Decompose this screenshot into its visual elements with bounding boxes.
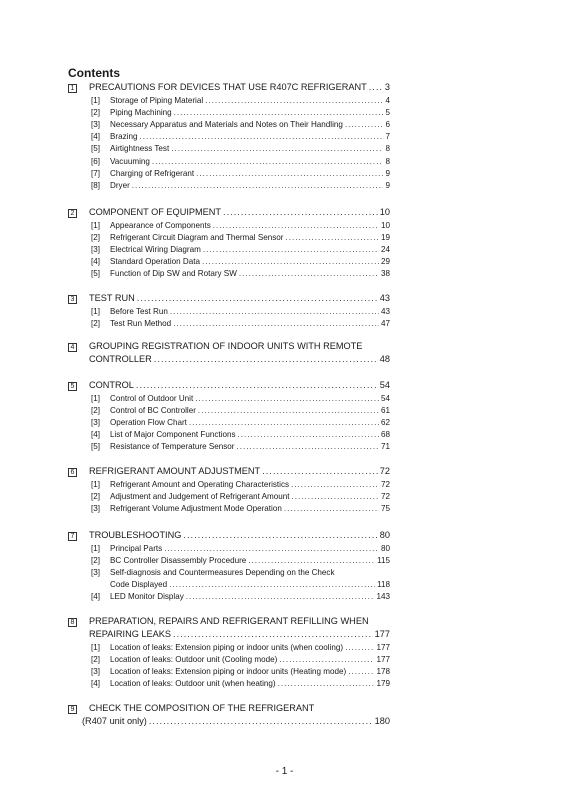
subsection-page: 54 bbox=[380, 394, 390, 403]
section-heading-line[interactable] bbox=[68, 616, 390, 627]
subsection-number: [1] bbox=[91, 96, 100, 105]
subsection-number: [1] bbox=[91, 307, 100, 316]
dot-leader bbox=[132, 181, 384, 190]
subsection-page: 178 bbox=[376, 667, 390, 677]
subsection-item[interactable] bbox=[91, 406, 390, 415]
section-heading-continued[interactable] bbox=[82, 716, 390, 726]
dot-leader bbox=[171, 144, 383, 153]
subsection-page: 62 bbox=[380, 418, 390, 428]
subsection-item[interactable] bbox=[91, 418, 390, 427]
section-heading-continued[interactable] bbox=[89, 629, 390, 639]
subsection-item[interactable] bbox=[91, 319, 390, 328]
subsection-title: Refrigerant Volume Adjustment Mode Operation bbox=[110, 504, 282, 514]
subsection-item[interactable] bbox=[91, 245, 390, 254]
subsection-title: Adjustment and Judgement of Refrigerant Amount bbox=[110, 492, 290, 502]
page-number: - 1 - bbox=[275, 766, 294, 777]
subsection-page: 118 bbox=[377, 580, 390, 590]
dot-leader bbox=[198, 406, 379, 415]
section-page: 80 bbox=[379, 530, 390, 540]
subsection-title: Charging of Refrigerant bbox=[110, 168, 195, 178]
subsection-page: 61 bbox=[380, 406, 390, 416]
section-page: 72 bbox=[379, 466, 390, 476]
subsection-number: [5] bbox=[91, 442, 100, 452]
subsection-item[interactable] bbox=[91, 556, 390, 565]
subsection-title: Principal Parts bbox=[110, 544, 163, 553]
subsection-title: Location of leaks: Outdoor unit (Cooling mode) bbox=[110, 655, 278, 665]
subsection-item[interactable] bbox=[91, 132, 390, 141]
subsection-item-line[interactable] bbox=[91, 568, 390, 577]
subsection-number: [2] bbox=[91, 556, 100, 566]
section-title: GROUPING REGISTRATION OF INDOOR UNITS WITH REMOTE bbox=[89, 341, 363, 351]
subsection-page: 68 bbox=[380, 430, 390, 440]
section-title: PREPARATION, REPAIRS AND REFRIGERANT REFILLING WHEN bbox=[89, 616, 369, 626]
section-page: 48 bbox=[379, 354, 390, 364]
section-heading[interactable] bbox=[68, 380, 390, 391]
dot-leader bbox=[292, 492, 379, 501]
subsection-item[interactable] bbox=[91, 667, 390, 676]
subsection-page: 115 bbox=[377, 556, 390, 566]
section-heading-line[interactable] bbox=[68, 703, 390, 714]
subsection-page: 72 bbox=[380, 492, 390, 502]
section-number-box: 8 bbox=[68, 618, 77, 627]
subsection-title: Dryer bbox=[110, 180, 130, 190]
subsection-number: [1] bbox=[91, 544, 100, 553]
subsection-page: 9 bbox=[385, 180, 390, 190]
dot-leader bbox=[279, 655, 374, 664]
subsection-page: 6 bbox=[385, 120, 390, 130]
subsection-title: Storage of Piping Material bbox=[110, 96, 204, 105]
dot-leader bbox=[152, 157, 384, 166]
dot-leader bbox=[223, 207, 378, 217]
subsection-item[interactable] bbox=[91, 269, 390, 278]
dot-leader bbox=[345, 120, 384, 129]
section-number-box: 6 bbox=[68, 468, 77, 477]
subsection-number: [5] bbox=[91, 144, 100, 154]
dot-leader bbox=[238, 430, 379, 439]
subsection-page: 177 bbox=[376, 643, 390, 652]
section-heading-line[interactable] bbox=[68, 341, 390, 352]
subsection-title: Operation Flow Chart bbox=[110, 418, 187, 428]
subsection-number: [3] bbox=[91, 120, 100, 130]
section-page: 3 bbox=[384, 82, 390, 92]
dot-leader bbox=[139, 132, 383, 141]
subsection-number: [3] bbox=[91, 418, 100, 428]
subsection-item[interactable] bbox=[91, 120, 390, 129]
subsection-page: 43 bbox=[380, 307, 390, 316]
subsection-page: 75 bbox=[380, 504, 390, 514]
section-heading[interactable] bbox=[68, 207, 390, 218]
subsection-item[interactable] bbox=[91, 257, 390, 266]
dot-leader bbox=[136, 380, 378, 390]
section-title: TROUBLESHOOTING bbox=[89, 530, 182, 540]
subsection-title: Location of leaks: Extension piping or indoor units (when cooling) bbox=[110, 643, 344, 652]
dot-leader bbox=[348, 667, 374, 676]
subsection-number: [2] bbox=[91, 655, 100, 665]
section-number-box: 2 bbox=[68, 209, 77, 218]
section-title-continued: CONTROLLER bbox=[89, 354, 152, 364]
subsection-number: [3] bbox=[91, 504, 100, 514]
subsection-page: 8 bbox=[385, 156, 390, 166]
section-page: 54 bbox=[379, 380, 390, 390]
section-title: COMPONENT OF EQUIPMENT bbox=[89, 207, 222, 217]
dot-leader bbox=[195, 394, 379, 403]
section-heading[interactable] bbox=[68, 530, 390, 541]
subsection-title: Self-diagnosis and Countermeasures Depending on the Check bbox=[110, 568, 335, 578]
subsection-number: [3] bbox=[91, 568, 100, 578]
subsection-page: 24 bbox=[380, 245, 390, 255]
subsection-item[interactable] bbox=[91, 96, 390, 105]
dot-leader bbox=[205, 96, 383, 105]
subsection-item[interactable] bbox=[91, 394, 390, 403]
section-title: REFRIGERANT AMOUNT ADJUSTMENT bbox=[89, 466, 261, 476]
subsection-item[interactable] bbox=[91, 181, 390, 190]
dot-leader bbox=[154, 354, 378, 364]
subsection-title: Location of leaks: Outdoor unit (when heating) bbox=[110, 679, 276, 689]
dot-leader bbox=[164, 544, 379, 553]
section-page: 180 bbox=[374, 716, 390, 726]
section-heading[interactable] bbox=[68, 293, 390, 304]
subsection-page: 80 bbox=[380, 544, 390, 553]
subsection-item[interactable] bbox=[91, 492, 390, 501]
subsection-title: Piping Machining bbox=[110, 108, 172, 118]
subsection-number: [3] bbox=[91, 667, 100, 677]
subsection-item[interactable] bbox=[91, 157, 390, 166]
subsection-title: Refrigerant Circuit Diagram and Thermal Sensor bbox=[110, 233, 284, 243]
subsection-title: Control of Outdoor Unit bbox=[110, 394, 194, 403]
subsection-number: [1] bbox=[91, 221, 100, 230]
section-number-box: 1 bbox=[68, 84, 77, 93]
subsection-number: [1] bbox=[91, 394, 100, 403]
subsection-item[interactable] bbox=[91, 169, 390, 178]
dot-leader bbox=[149, 716, 373, 726]
subsection-item-continued[interactable] bbox=[110, 580, 390, 589]
section-heading[interactable] bbox=[68, 82, 390, 93]
section-number-box: 4 bbox=[68, 343, 77, 352]
subsection-page: 5 bbox=[385, 108, 390, 118]
subsection-item[interactable] bbox=[91, 643, 390, 652]
subsection-title: List of Major Component Functions bbox=[110, 430, 236, 440]
subsection-page: 9 bbox=[385, 168, 390, 178]
dot-leader bbox=[248, 556, 375, 565]
subsection-item[interactable] bbox=[91, 544, 390, 553]
subsection-page: 19 bbox=[380, 233, 390, 243]
dot-leader bbox=[173, 319, 379, 328]
section-page: 177 bbox=[374, 629, 390, 639]
subsection-item[interactable] bbox=[91, 442, 390, 451]
subsection-item[interactable] bbox=[91, 504, 390, 513]
dot-leader bbox=[202, 257, 379, 266]
subsection-title: Electrical Wiring Diagram bbox=[110, 245, 201, 255]
subsection-number: [2] bbox=[91, 108, 100, 118]
section-title: TEST RUN bbox=[89, 293, 135, 303]
subsection-number: [2] bbox=[91, 492, 100, 502]
section-heading[interactable] bbox=[68, 466, 390, 477]
subsection-number: [3] bbox=[91, 245, 100, 255]
subsection-title: Before Test Run bbox=[110, 307, 168, 316]
subsection-title-continued: Code Displayed bbox=[110, 580, 168, 590]
subsection-title: Resistance of Temperature Sensor bbox=[110, 442, 235, 452]
dot-leader bbox=[284, 504, 379, 513]
dot-leader bbox=[239, 269, 379, 278]
subsection-item[interactable] bbox=[91, 655, 390, 664]
subsection-page: 4 bbox=[385, 96, 390, 105]
section-number-box: 5 bbox=[68, 382, 77, 391]
subsection-number: [7] bbox=[91, 168, 100, 178]
subsection-number: [1] bbox=[91, 643, 100, 652]
subsection-title: Refrigerant Amount and Operating Characteristics bbox=[110, 480, 290, 489]
section-number-box: 9 bbox=[68, 705, 77, 714]
subsection-page: 29 bbox=[380, 257, 390, 267]
section-page: 10 bbox=[379, 207, 390, 217]
contents-heading: Contents bbox=[68, 66, 120, 80]
subsection-title: Location of leaks: Extension piping or indoor units (Heating mode) bbox=[110, 667, 347, 677]
subsection-item[interactable] bbox=[91, 430, 390, 439]
subsection-page: 179 bbox=[376, 679, 390, 689]
subsection-page: 10 bbox=[380, 221, 390, 230]
dot-leader bbox=[278, 679, 375, 688]
section-number-box: 3 bbox=[68, 295, 77, 304]
subsection-number: [6] bbox=[91, 156, 100, 166]
subsection-page: 72 bbox=[380, 480, 390, 489]
subsection-number: [2] bbox=[91, 233, 100, 243]
subsection-title: LED Monitor Display bbox=[110, 592, 184, 602]
subsection-page: 47 bbox=[380, 319, 390, 329]
section-title: PRECAUTIONS FOR DEVICES THAT USE R407C REFRIGERANT bbox=[89, 82, 367, 92]
subsection-item[interactable] bbox=[91, 108, 390, 117]
subsection-item[interactable] bbox=[91, 480, 390, 489]
subsection-page: 7 bbox=[385, 132, 390, 142]
subsection-title: Control of BC Controller bbox=[110, 406, 196, 416]
section-heading-continued[interactable] bbox=[89, 354, 390, 364]
subsection-title: Function of Dip SW and Rotary SW bbox=[110, 269, 237, 279]
dot-leader bbox=[186, 592, 375, 601]
dot-leader bbox=[173, 629, 373, 639]
subsection-item[interactable] bbox=[91, 144, 390, 153]
dot-leader bbox=[262, 466, 378, 476]
section-number-box: 7 bbox=[68, 532, 77, 541]
section-page: 43 bbox=[379, 293, 390, 303]
section-title: CHECK THE COMPOSITION OF THE REFRIGERANT bbox=[89, 703, 315, 713]
section-title: CONTROL bbox=[89, 380, 134, 390]
subsection-page: 38 bbox=[380, 269, 390, 279]
dot-leader bbox=[174, 108, 384, 117]
dot-leader bbox=[236, 442, 379, 451]
subsection-number: [4] bbox=[91, 257, 100, 267]
subsection-page: 8 bbox=[385, 144, 390, 154]
dot-leader bbox=[183, 530, 377, 540]
subsection-title: Vacuuming bbox=[110, 156, 150, 166]
subsection-title: Standard Operation Data bbox=[110, 257, 200, 267]
dot-leader bbox=[189, 418, 379, 427]
dot-leader bbox=[345, 643, 374, 652]
subsection-page: 177 bbox=[376, 655, 390, 665]
dot-leader bbox=[203, 245, 379, 254]
subsection-number: [4] bbox=[91, 592, 100, 602]
subsection-number: [2] bbox=[91, 319, 100, 329]
subsection-number: [4] bbox=[91, 679, 100, 689]
section-title-continued: (R407 unit only) bbox=[82, 716, 147, 726]
dot-leader bbox=[369, 82, 383, 92]
subsection-title: Brazing bbox=[110, 132, 138, 142]
subsection-title: Airtightness Test bbox=[110, 144, 170, 154]
dot-leader bbox=[291, 480, 379, 489]
section-title-continued: REPAIRING LEAKS bbox=[89, 629, 172, 639]
dot-leader bbox=[137, 293, 378, 303]
subsection-title: BC Controller Disassembly Procedure bbox=[110, 556, 247, 566]
dot-leader bbox=[196, 169, 383, 178]
subsection-item[interactable] bbox=[91, 233, 390, 242]
subsection-number: [4] bbox=[91, 430, 100, 440]
dot-leader bbox=[170, 307, 379, 316]
subsection-item[interactable] bbox=[91, 221, 390, 230]
subsection-number: [1] bbox=[91, 480, 100, 489]
subsection-number: [2] bbox=[91, 406, 100, 416]
subsection-number: [8] bbox=[91, 180, 100, 190]
dot-leader bbox=[213, 221, 379, 230]
dot-leader bbox=[169, 580, 375, 589]
subsection-title: Test Run Method bbox=[110, 319, 172, 329]
subsection-title: Necessary Apparatus and Materials and Notes on Their Handling bbox=[110, 120, 343, 130]
subsection-item[interactable] bbox=[91, 307, 390, 316]
subsection-item[interactable] bbox=[91, 592, 390, 601]
subsection-page: 143 bbox=[376, 592, 390, 602]
subsection-title: Appearance of Components bbox=[110, 221, 211, 230]
subsection-item[interactable] bbox=[91, 679, 390, 688]
subsection-number: [4] bbox=[91, 132, 100, 142]
dot-leader bbox=[286, 233, 379, 242]
subsection-page: 71 bbox=[380, 442, 390, 452]
subsection-number: [5] bbox=[91, 269, 100, 279]
